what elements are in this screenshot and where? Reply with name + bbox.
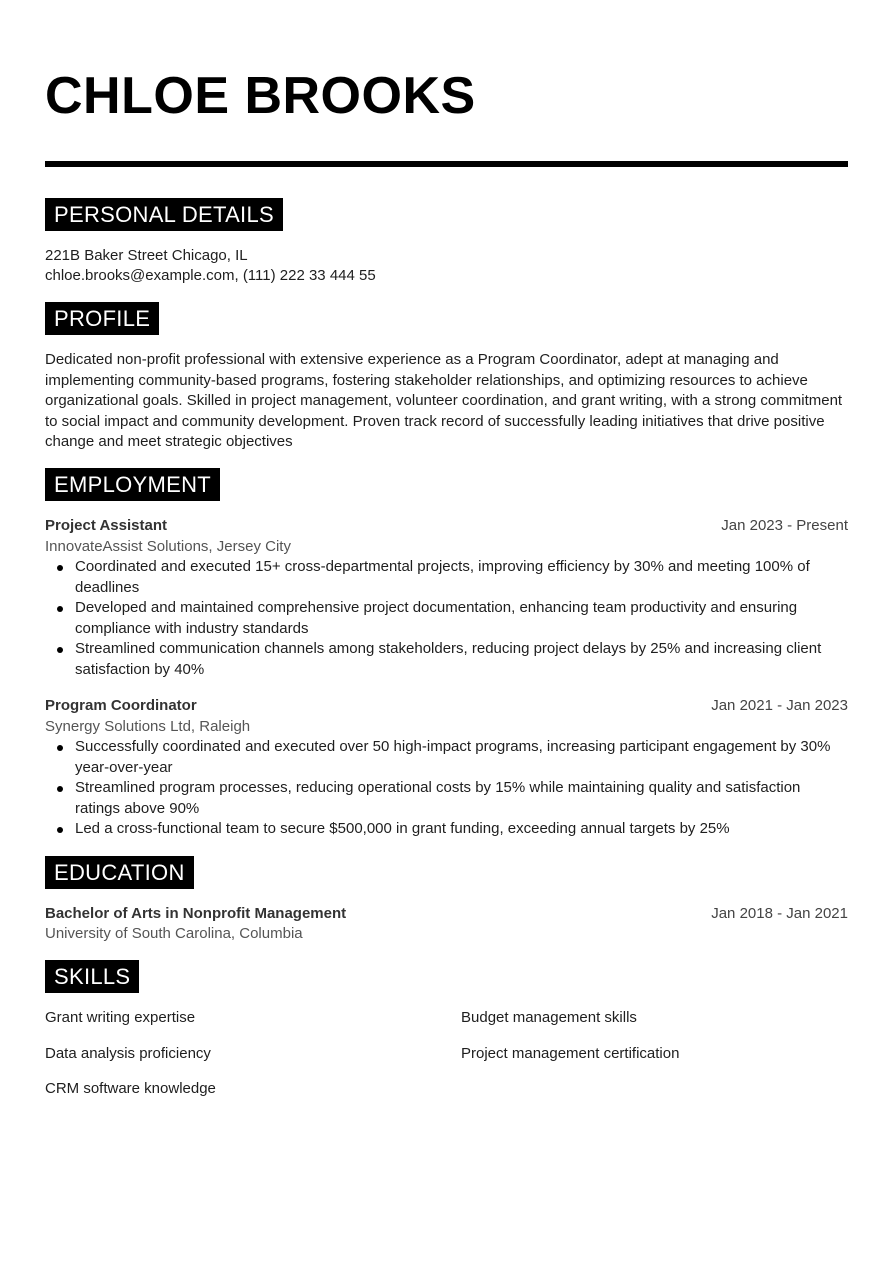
education-dates: Jan 2018 - Jan 2021 [711,905,848,922]
job-bullet-list [45,557,848,681]
job-bullet: Streamlined communication channels among stakeholders, reducing project delays by 25% and increasing client satisfaction by 40% [75,639,848,680]
candidate-name: CHLOE BROOKS [45,67,476,125]
section-heading-personal-details: PERSONAL DETAILS [45,198,283,231]
section-heading-skills: SKILLS [45,960,139,993]
skill-item: Project management certification [461,1045,680,1062]
job-company: InnovateAssist Solutions, Jersey City [45,538,291,555]
section-heading-profile: PROFILE [45,302,159,335]
skill-item: Data analysis proficiency [45,1045,211,1062]
skill-item: CRM software knowledge [45,1080,216,1097]
section-heading-employment: EMPLOYMENT [45,468,220,501]
job-bullet: Successfully coordinated and executed over 50 high-impact programs, increasing participant engagement by 30% year-over-year [75,737,848,778]
job-company: Synergy Solutions Ltd, Raleigh [45,718,251,735]
job-bullet: Streamlined program processes, reducing operational costs by 15% while maintaining quality and satisfaction ratings above 90% [75,778,848,819]
contact-text: chloe.brooks@example.com, (111) 222 33 444 55 [45,267,376,284]
header-divider [45,161,848,167]
job-dates: Jan 2021 - Jan 2023 [711,697,848,714]
skill-item: Grant writing expertise [45,1009,196,1026]
job-title: Program Coordinator [45,697,197,714]
job-bullet: Coordinated and executed 15+ cross-departmental projects, improving efficiency by 30% and meeting 100% of deadlines [75,557,848,598]
job-dates: Jan 2023 - Present [721,517,848,534]
address-text: 221B Baker Street Chicago, IL [45,247,248,264]
profile-summary: Dedicated non-profit professional with extensive experience as a Program Coordinator, adept at managing and implementing community-based programs, fostering stakeholder relationships, and optimizing resources to achieve organizational goals. Skilled in project management, volunteer coordination, and grant writing, with a strong commitment to social impact and community development. Proven track record of successfully leading initiatives that drive positive change and meet strategic objectives [45,351,843,451]
job-bullet-list [45,737,848,840]
job-bullet: Led a cross-functional team to secure $500,000 in grant funding, exceeding annual targets by 25% [75,819,848,840]
skill-item: Budget management skills [461,1009,637,1026]
degree-title: Bachelor of Arts in Nonprofit Management [45,905,347,922]
job-title: Project Assistant [45,517,167,534]
section-heading-education: EDUCATION [45,856,194,889]
job-bullet: Developed and maintained comprehensive project documentation, enhancing team productivity and ensuring compliance with industry standards [75,598,848,639]
school-name: University of South Carolina, Columbia [45,925,303,942]
